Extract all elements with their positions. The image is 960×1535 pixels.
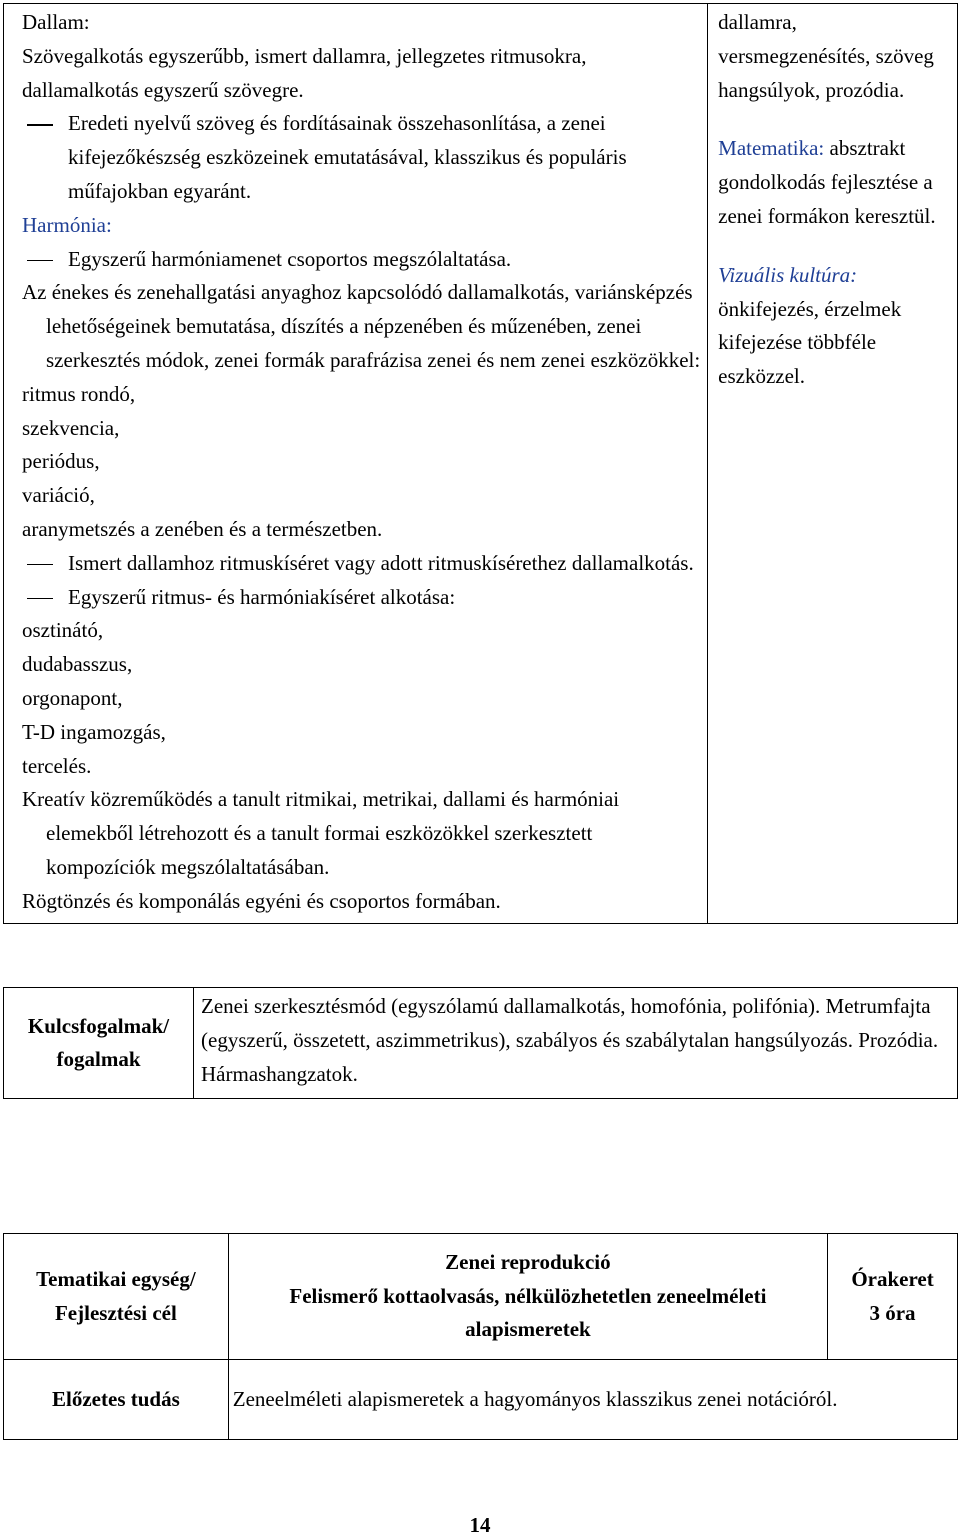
kreativ-text: Kreatív közreműködés a tanult ritmikai, metrikai, dallami és harmóniai elemekből létrehozott és a tanult formai eszközökkel szerkesztett kompozíciók megszólaltatásában. <box>22 787 620 879</box>
elozetes-row <box>4 1360 958 1440</box>
activities-cell <box>4 4 708 924</box>
form-item: szekvencia, <box>22 415 120 440</box>
tematikai-label-line2: Fejlesztési cél <box>54 1300 177 1325</box>
harmonia-kiseret-bullet: Egyszerű ritmus- és harmóniakíséret alkotása: <box>22 581 701 615</box>
ritmus-bullet: Ismert dallamhoz ritmuskíséret vagy adott ritmuskísérethez dallamalkotás. <box>22 547 701 581</box>
tematikai-row <box>4 1234 958 1360</box>
harmonia-heading: Harmónia: <box>22 212 112 237</box>
accomp-item: T-D ingamozgás, <box>22 719 166 744</box>
elozetes-label: Előzetes tudás <box>4 1360 229 1440</box>
tematikai-label <box>4 1234 229 1360</box>
page-number: 14 <box>469 1513 491 1535</box>
content-row <box>4 4 958 924</box>
form-item: variáció, <box>22 483 95 508</box>
orakeret-value: 3 óra <box>869 1300 916 1325</box>
continuation-text: dallamra, versmegzenésítés, szöveg hangsúlyok, prozódia. <box>718 10 934 102</box>
elozetes-content: Zeneelméleti alapismeretek a hagyományos klasszikus zenei notációról. <box>228 1360 957 1440</box>
content-table <box>3 3 958 924</box>
kulcsfogalmak-label-line2: fogalmak <box>56 1047 141 1071</box>
kulcsfogalmak-label-line1: Kulcsfogalmak/ <box>27 1014 170 1038</box>
tematikai-title-line1: Zenei reprodukció <box>445 1249 611 1274</box>
accomp-item: orgonapont, <box>22 685 123 710</box>
matematika-label: Matematika: <box>718 136 825 161</box>
matematika-connection <box>718 132 953 233</box>
kulcsfogalmak-table <box>3 987 958 1099</box>
tematikai-table <box>3 1233 958 1440</box>
enekes-text: Az énekes és zenehallgatási anyaghoz kapcsolódó dallamalkotás, variánsképzés lehetőségeinek bemutatása, díszítés a népzenében és műzenében, zenei szerkesztés módok, zenei formák parafrázisa zenei és nem zenei eszközökkel: <box>22 280 701 372</box>
form-item: ritmus rondó, <box>22 381 136 406</box>
connections-cell <box>708 4 958 924</box>
form-item: aranymetszés a zenében és a természetben. <box>22 516 383 541</box>
vizualis-label: Vizuális kultúra: <box>718 262 858 287</box>
accomp-item: dudabasszus, <box>22 652 133 677</box>
matematika-text: absztrakt gondolkodás fejlesztése a zenei formákon keresztül. <box>718 136 936 228</box>
harmonia-bullet: Egyszerű harmóniamenet csoportos megszólaltatása. <box>22 243 701 277</box>
rogtonzes-text: Rögtönzés és komponálás egyéni és csoportos formában. <box>22 888 501 913</box>
vizualis-text: önkifejezés, érzelmek kifejezése többféle eszközzel. <box>718 296 902 389</box>
orakeret-cell <box>828 1234 958 1360</box>
accomp-item: osztinátó, <box>22 618 104 643</box>
kulcsfogalmak-row <box>4 988 958 1099</box>
tematikai-label-line1: Tematikai egység/ <box>36 1266 196 1291</box>
dallam-bullet: Eredeti nyelvű szöveg és fordításainak összehasonlítása, a zenei kifejezőkészség eszközeinek emutatásával, klasszikus és populáris műfajokban egyaránt. <box>22 107 701 208</box>
dallam-text: Szövegalkotás egyszerűbb, ismert dallamra, jellegzetes ritmusokra, dallamalkotás egyszerű szövegre. <box>22 43 587 102</box>
kulcsfogalmak-content: Zenei szerkesztésmód (egyszólamú dallamalkotás, homofónia, polifónia). Metrumfajta (egyszerű, összetett, aszimmetrikus), szabályos és szabálytalan hangsúlyozás. Prozódia. Hármashangzatok. <box>194 988 958 1099</box>
tematikai-title <box>228 1234 827 1360</box>
dallam-heading: Dallam: <box>22 10 90 34</box>
kulcsfogalmak-label <box>4 988 194 1099</box>
form-item: periódus, <box>22 449 100 474</box>
vizualis-connection <box>718 259 953 394</box>
tematikai-title-line2: Felismerő kottaolvasás, nélkülözhetetlen zeneelméleti alapismeretek <box>289 1283 767 1342</box>
orakeret-label: Órakeret <box>851 1266 934 1291</box>
accomp-item: tercelés. <box>22 753 92 778</box>
